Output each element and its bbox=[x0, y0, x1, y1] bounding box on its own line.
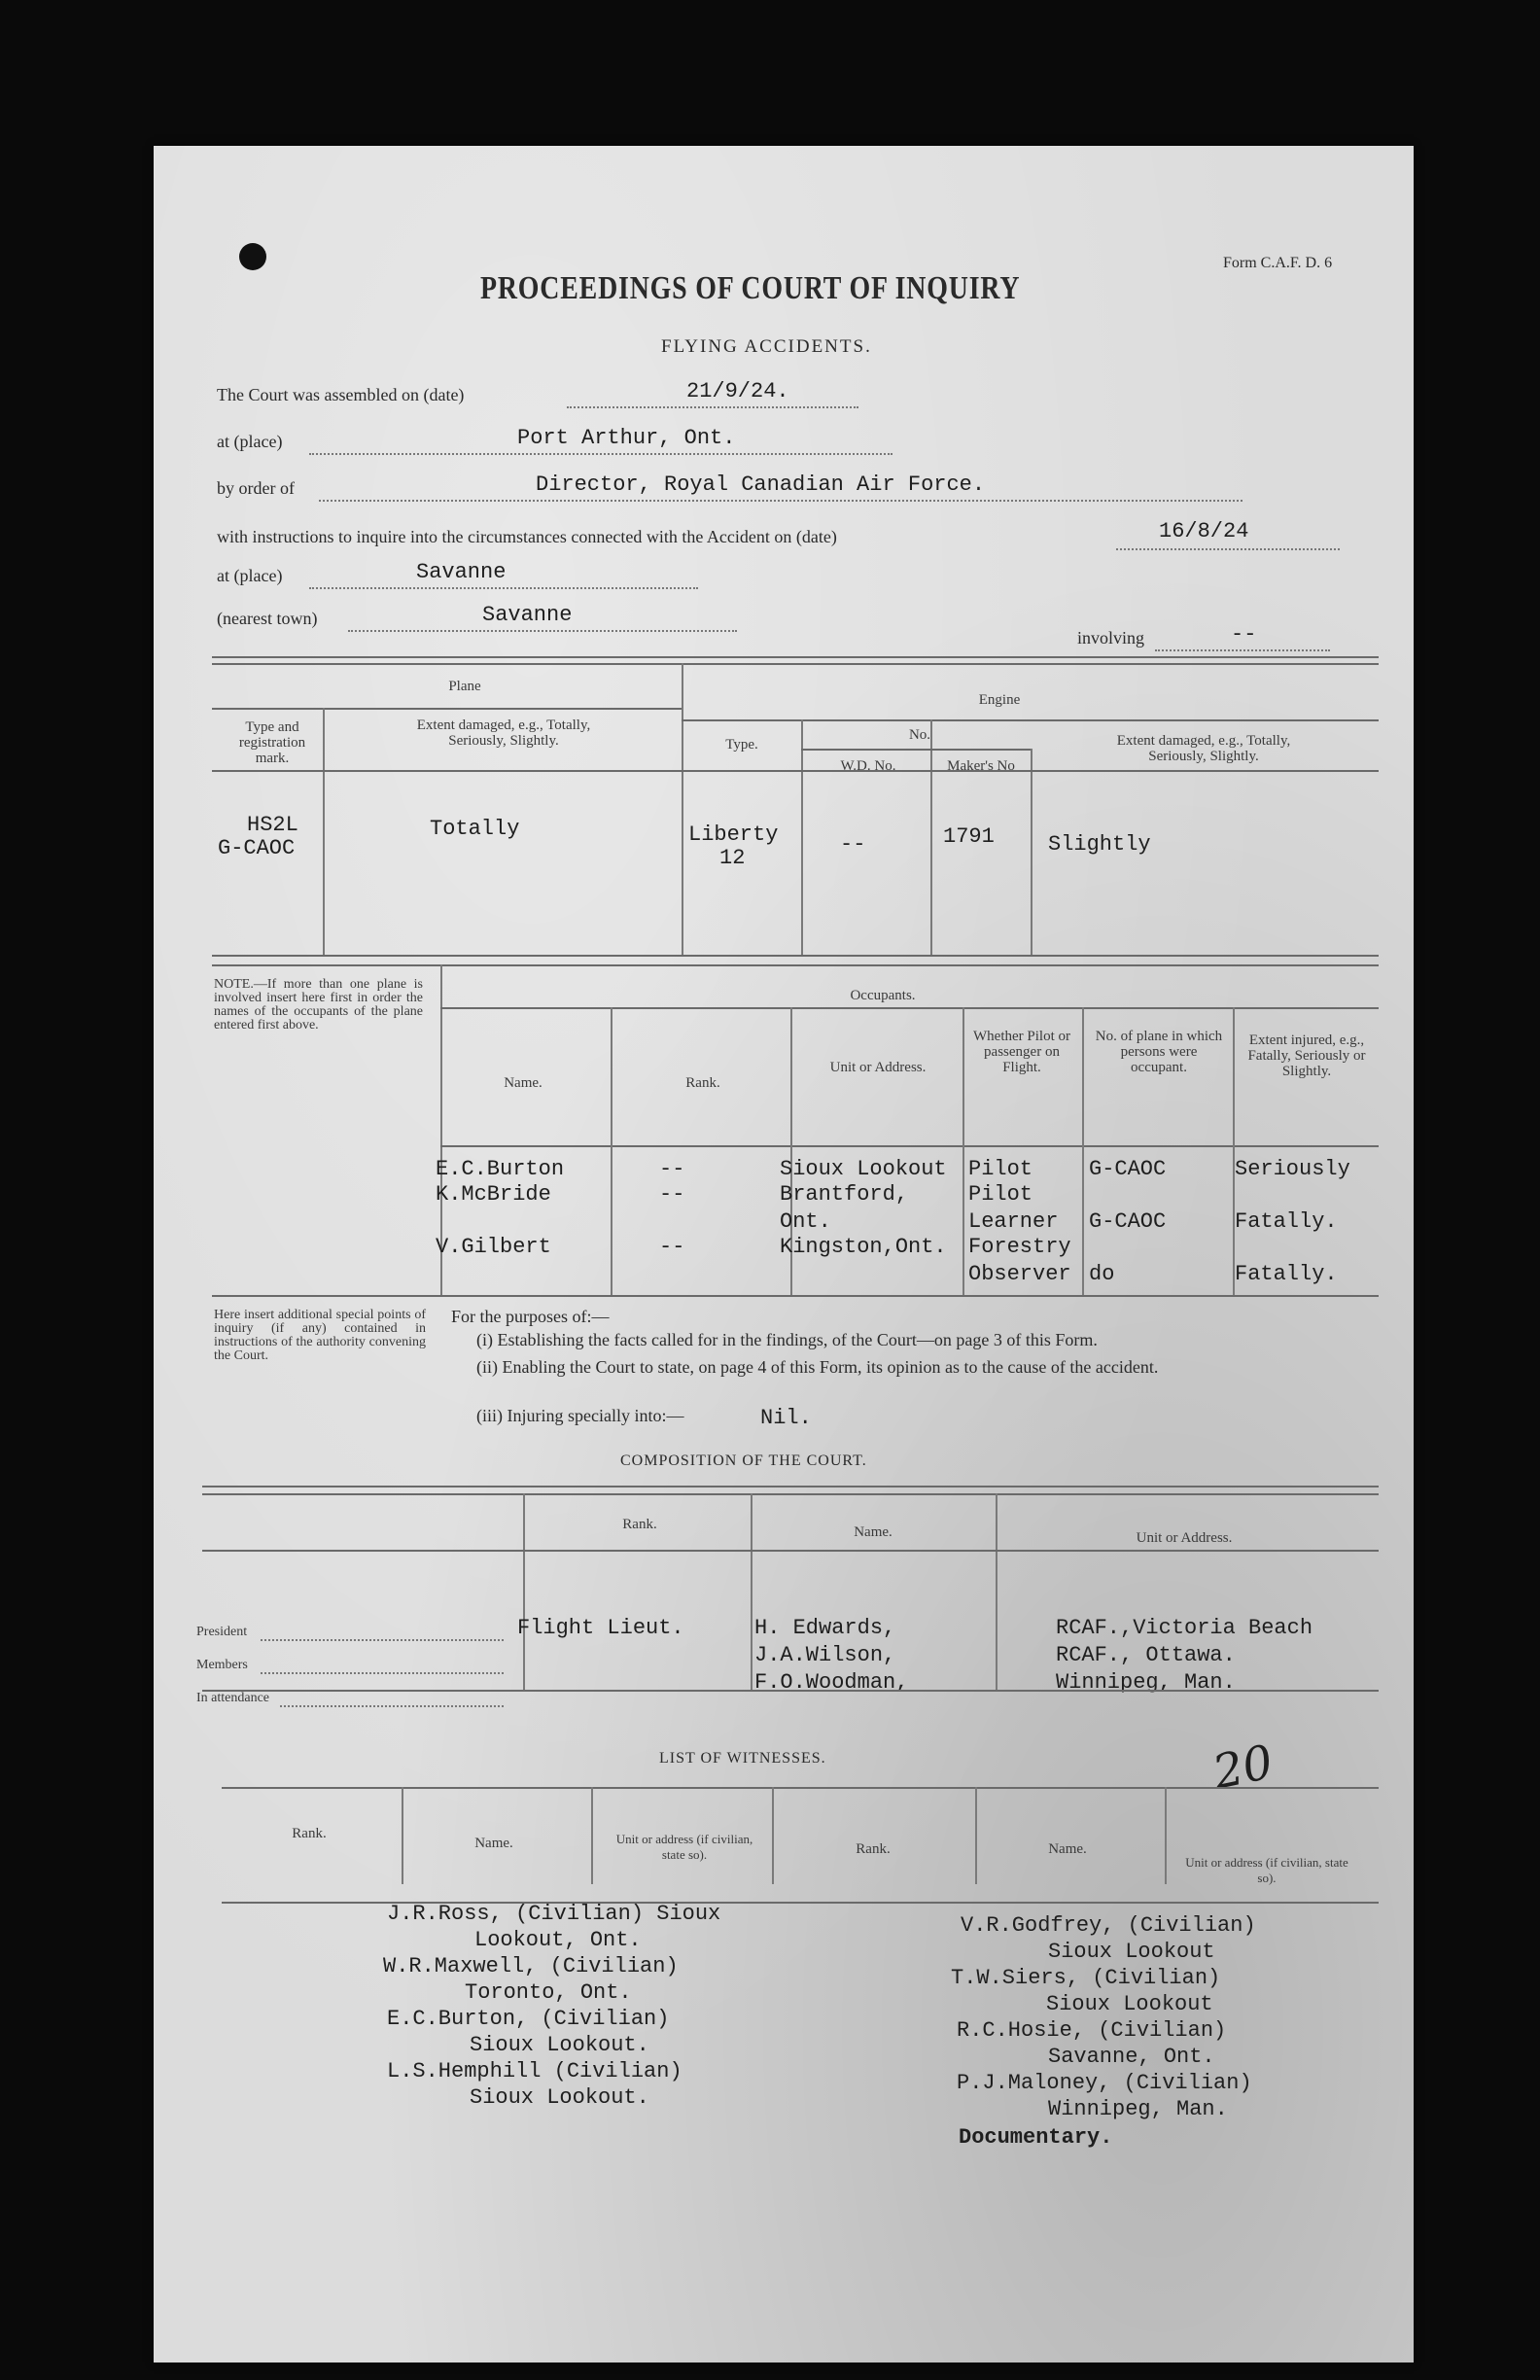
occupant-unit: Ont. bbox=[780, 1209, 831, 1234]
place-value: Port Arthur, Ont. bbox=[517, 426, 736, 450]
purpose-item-2: (ii) Enabling the Court to state, on page 4 of this Form, its opinion as to the cause of the accident. bbox=[476, 1357, 1159, 1377]
wit-col-rank-left: Rank. bbox=[292, 1826, 327, 1841]
witness-line: Lookout, Ont. bbox=[474, 1928, 642, 1952]
occupant-rank: -- bbox=[659, 1235, 685, 1259]
witness-line: P.J.Maloney, (Civilian) bbox=[957, 2071, 1252, 2095]
witness-line: Sioux Lookout bbox=[1046, 1992, 1213, 2016]
engine-damage: Slightly bbox=[1048, 832, 1151, 857]
occupant-unit: Brantford, bbox=[780, 1182, 909, 1207]
purpose-item-3-value: Nil. bbox=[760, 1406, 812, 1430]
witness-line: Savanne, Ont. bbox=[1048, 2045, 1215, 2069]
occupant-pilot-status: Pilot bbox=[968, 1157, 1033, 1181]
wit-col-name-right: Name. bbox=[1048, 1841, 1087, 1857]
wit-col-name-left: Name. bbox=[474, 1836, 513, 1851]
occ-col-plane-no: No. of plane in which persons were occupant. bbox=[1095, 1029, 1223, 1075]
witness-line: Winnipeg, Man. bbox=[1048, 2097, 1228, 2121]
occ-col-pilot: Whether Pilot or passenger on Flight. bbox=[973, 1029, 1070, 1075]
witness-line: T.W.Siers, (Civilian) bbox=[951, 1966, 1221, 1990]
wit-col-rank-right: Rank. bbox=[856, 1841, 891, 1857]
page-mark: 20 bbox=[1208, 1734, 1278, 1801]
court-rank: Flight Lieut. bbox=[517, 1616, 684, 1640]
col-no: No. bbox=[908, 727, 931, 743]
accident-place-value: Savanne bbox=[416, 560, 507, 584]
occupant-name: E.C.Burton bbox=[436, 1157, 565, 1181]
occupant-pilot-status: Forestry bbox=[968, 1235, 1071, 1259]
accident-place-label: at (place) bbox=[217, 566, 283, 585]
instructions-label: with instructions to inquire into the circumstances connected with the Accident on (date) bbox=[217, 527, 837, 546]
composition-header: COMPOSITION OF THE COURT. bbox=[620, 1452, 867, 1469]
occupant-rank: -- bbox=[659, 1182, 685, 1207]
form-page bbox=[154, 146, 1414, 2362]
president-label: President bbox=[196, 1625, 248, 1639]
witness-line: Sioux Lookout. bbox=[470, 2033, 649, 2057]
occupant-unit: Sioux Lookout bbox=[780, 1157, 947, 1181]
witness-line: W.R.Maxwell, (Civilian) bbox=[383, 1954, 679, 1978]
occupant-plane: do bbox=[1089, 1262, 1115, 1286]
occupant-rank: -- bbox=[659, 1157, 685, 1181]
col-wd-no: W.D. No. bbox=[840, 758, 896, 774]
court-member-unit: Winnipeg, Man. bbox=[1056, 1670, 1236, 1695]
occupants-note: NOTE.—If more than one plane is involved insert here first in order the names of the occupants of the plane entered first above. bbox=[214, 977, 423, 1032]
occ-col-unit: Unit or Address. bbox=[829, 1060, 927, 1075]
nearest-town-label: (nearest town) bbox=[217, 609, 318, 628]
occupant-pilot-status: Pilot bbox=[968, 1182, 1033, 1207]
witness-line: Sioux Lookout. bbox=[470, 2085, 649, 2110]
engine-header: Engine bbox=[978, 692, 1021, 708]
engine-type-1: Liberty bbox=[688, 822, 779, 847]
involving-label: involving bbox=[1077, 628, 1145, 648]
court-member-unit: RCAF., Ottawa. bbox=[1056, 1643, 1236, 1667]
engine-makers-no: 1791 bbox=[943, 824, 995, 849]
occ-col-name: Name. bbox=[504, 1075, 542, 1091]
court-member-name: F.O.Woodman, bbox=[754, 1670, 909, 1695]
place-label: at (place) bbox=[217, 432, 283, 451]
comp-col-rank: Rank. bbox=[622, 1517, 657, 1532]
form-number: Form C.A.F. D. 6 bbox=[1223, 255, 1333, 271]
assembled-label: The Court was assembled on (date) bbox=[217, 385, 465, 404]
plane-registration: G-CAOC bbox=[218, 836, 296, 860]
court-member-name: H. Edwards, bbox=[754, 1616, 896, 1640]
occupant-injury: Fatally. bbox=[1235, 1209, 1338, 1234]
occ-col-injury: Extent injured, e.g., Fatally, Seriously or Slightly. bbox=[1247, 1032, 1366, 1079]
order-value: Director, Royal Canadian Air Force. bbox=[536, 472, 986, 497]
col-plane-damage: Extent damaged, e.g., Totally, Seriously, Slightly. bbox=[416, 718, 591, 749]
col-makers-no: Maker's No bbox=[947, 758, 1015, 774]
engine-wd-no: -- bbox=[840, 832, 866, 857]
purposes-intro: For the purposes of:— bbox=[451, 1307, 610, 1326]
purposes-side-note: Here insert additional special points of inquiry (if any) contained in instructions of the authority convening the Court. bbox=[214, 1308, 426, 1363]
wit-col-unit-right: Unit or address (if civilian, state so). bbox=[1185, 1855, 1348, 1885]
involving-value: -- bbox=[1231, 622, 1257, 647]
engine-type-2: 12 bbox=[719, 846, 746, 870]
col-engine-type: Type. bbox=[725, 737, 758, 752]
occupants-header: Occupants. bbox=[850, 988, 916, 1003]
witness-line: E.C.Burton, (Civilian) bbox=[387, 2007, 670, 2031]
punch-hole bbox=[239, 243, 266, 270]
nearest-town-value: Savanne bbox=[482, 603, 573, 627]
order-label: by order of bbox=[217, 478, 295, 498]
witnesses-header: LIST OF WITNESSES. bbox=[659, 1750, 826, 1767]
witness-line: Sioux Lookout bbox=[1048, 1940, 1215, 1964]
purpose-item-3: (iii) Injuring specially into:— bbox=[476, 1406, 684, 1425]
witness-line: V.R.Godfrey, (Civilian) bbox=[961, 1913, 1256, 1938]
court-member-name: J.A.Wilson, bbox=[754, 1643, 896, 1667]
purpose-item-1: (i) Establishing the facts called for in the findings, of the Court—on page 3 of this Form. bbox=[476, 1330, 1098, 1349]
occupant-unit: Kingston,Ont. bbox=[780, 1235, 947, 1259]
occupant-pilot-status: Observer bbox=[968, 1262, 1071, 1286]
attendance-label: In attendance bbox=[196, 1691, 270, 1705]
occupant-injury: Fatally. bbox=[1235, 1262, 1338, 1286]
assembled-date: 21/9/24. bbox=[686, 379, 789, 403]
plane-damage: Totally bbox=[430, 817, 520, 841]
col-type-reg: Type and registration mark. bbox=[238, 719, 306, 766]
occ-col-rank: Rank. bbox=[685, 1075, 720, 1091]
wit-col-unit-left: Unit or address (if civilian, state so). bbox=[615, 1832, 753, 1862]
occupant-name: V.Gilbert bbox=[436, 1235, 551, 1259]
members-label: Members bbox=[196, 1658, 248, 1672]
documentary-note: Documentary. bbox=[959, 2125, 1113, 2150]
occupant-plane: G-CAOC bbox=[1089, 1209, 1167, 1234]
accident-date: 16/8/24 bbox=[1159, 519, 1249, 543]
witness-line: L.S.Hemphill (Civilian) bbox=[387, 2059, 682, 2083]
occupant-name: K.McBride bbox=[436, 1182, 551, 1207]
plane-type: HS2L bbox=[247, 813, 298, 837]
witness-line: J.R.Ross, (Civilian) Sioux bbox=[387, 1902, 721, 1926]
col-engine-damage: Extent damaged, e.g., Totally, Seriously, Slightly. bbox=[1116, 733, 1291, 764]
court-member-unit: RCAF.,Victoria Beach bbox=[1056, 1616, 1313, 1640]
occupant-injury: Seriously bbox=[1235, 1157, 1350, 1181]
comp-col-unit: Unit or Address. bbox=[1136, 1530, 1233, 1546]
witness-line: Toronto, Ont. bbox=[465, 1980, 632, 2005]
comp-col-name: Name. bbox=[854, 1524, 892, 1540]
occupant-pilot-status: Learner bbox=[968, 1209, 1059, 1234]
document-subtitle: FLYING ACCIDENTS. bbox=[661, 336, 872, 357]
witness-line: R.C.Hosie, (Civilian) bbox=[957, 2018, 1227, 2043]
plane-header: Plane bbox=[448, 679, 481, 694]
occupant-plane: G-CAOC bbox=[1089, 1157, 1167, 1181]
document-title: PROCEEDINGS OF COURT OF INQUIRY bbox=[480, 270, 1021, 306]
